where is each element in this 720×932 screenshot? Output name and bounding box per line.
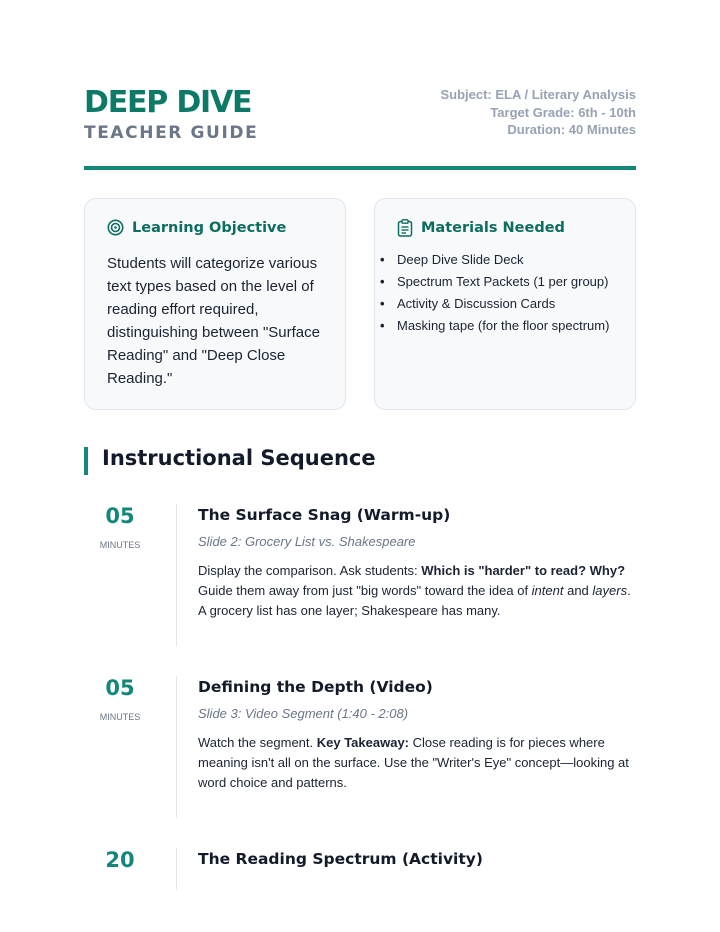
- step-content: [198, 504, 636, 621]
- doc-title: DEEP DIVE: [84, 85, 252, 120]
- target-icon: [107, 219, 124, 236]
- step-content: [198, 848, 636, 870]
- list-item: • Deep Dive Slide Deck: [380, 252, 524, 267]
- step-minutes-unit: MINUTES: [99, 540, 141, 550]
- step-description: Watch the segment. Key Takeaway: Close reading is for pieces where meaning isn't all on the surface. Use the "Writer's Eye" concept—looking at word choice and patterns.: [198, 735, 629, 790]
- meta-duration: Duration: 40 Minutes: [507, 122, 636, 137]
- header-divider: [84, 166, 636, 170]
- objective-header: [107, 219, 286, 236]
- header: [84, 86, 636, 143]
- step-slide-ref: Slide 2: Grocery List vs. Shakespeare: [198, 534, 416, 549]
- section-title: Instructional Sequence: [102, 446, 376, 470]
- list-item: • Spectrum Text Packets (1 per group): [380, 274, 609, 289]
- doc-subtitle: TEACHER GUIDE: [84, 123, 259, 143]
- materials-header: [397, 219, 565, 237]
- step-title: Defining the Depth (Video): [198, 678, 433, 696]
- list-item: • Activity & Discussion Cards: [380, 296, 556, 311]
- step-title: The Reading Spectrum (Activity): [198, 850, 483, 868]
- sequence-step: [84, 504, 636, 646]
- step-minutes-unit: MINUTES: [99, 712, 141, 722]
- meta-subject: Subject: ELA / Literary Analysis: [440, 87, 636, 102]
- materials-title: Materials Needed: [421, 220, 565, 236]
- sequence-step: [84, 848, 636, 890]
- section-accent-bar: [84, 447, 88, 475]
- objective-card: [84, 198, 346, 410]
- step-minutes: 05: [105, 504, 135, 528]
- timeline-line: [176, 848, 177, 890]
- step-minutes: 20: [105, 848, 135, 872]
- clipboard-icon: [397, 219, 413, 237]
- step-description: Display the comparison. Ask students: Which is "harder" to read? Why? Guide them away from just "big words" toward the idea of intent and layers. A grocery list has one layer; Shakespeare has many.: [198, 563, 631, 618]
- materials-card: [374, 198, 636, 410]
- list-item: • Masking tape (for the floor spectrum): [380, 318, 610, 333]
- materials-list: [380, 251, 622, 339]
- step-minutes: 05: [105, 676, 135, 700]
- objective-text: Students will categorize various text types based on the level of reading effort required, distinguishing between "Surface Reading" and "Deep Close Reading.": [107, 255, 320, 387]
- sequence-step: [84, 676, 636, 818]
- step-content: [198, 676, 636, 793]
- step-title: The Surface Snag (Warm-up): [198, 506, 451, 524]
- step-slide-ref: Slide 3: Video Segment (1:40 - 2:08): [198, 706, 409, 721]
- timeline-line: [176, 504, 177, 646]
- objective-title: Learning Objective: [132, 219, 287, 236]
- lesson-meta: [440, 86, 636, 139]
- timeline-line: [176, 676, 177, 818]
- meta-grade: Target Grade: 6th - 10th: [490, 104, 636, 120]
